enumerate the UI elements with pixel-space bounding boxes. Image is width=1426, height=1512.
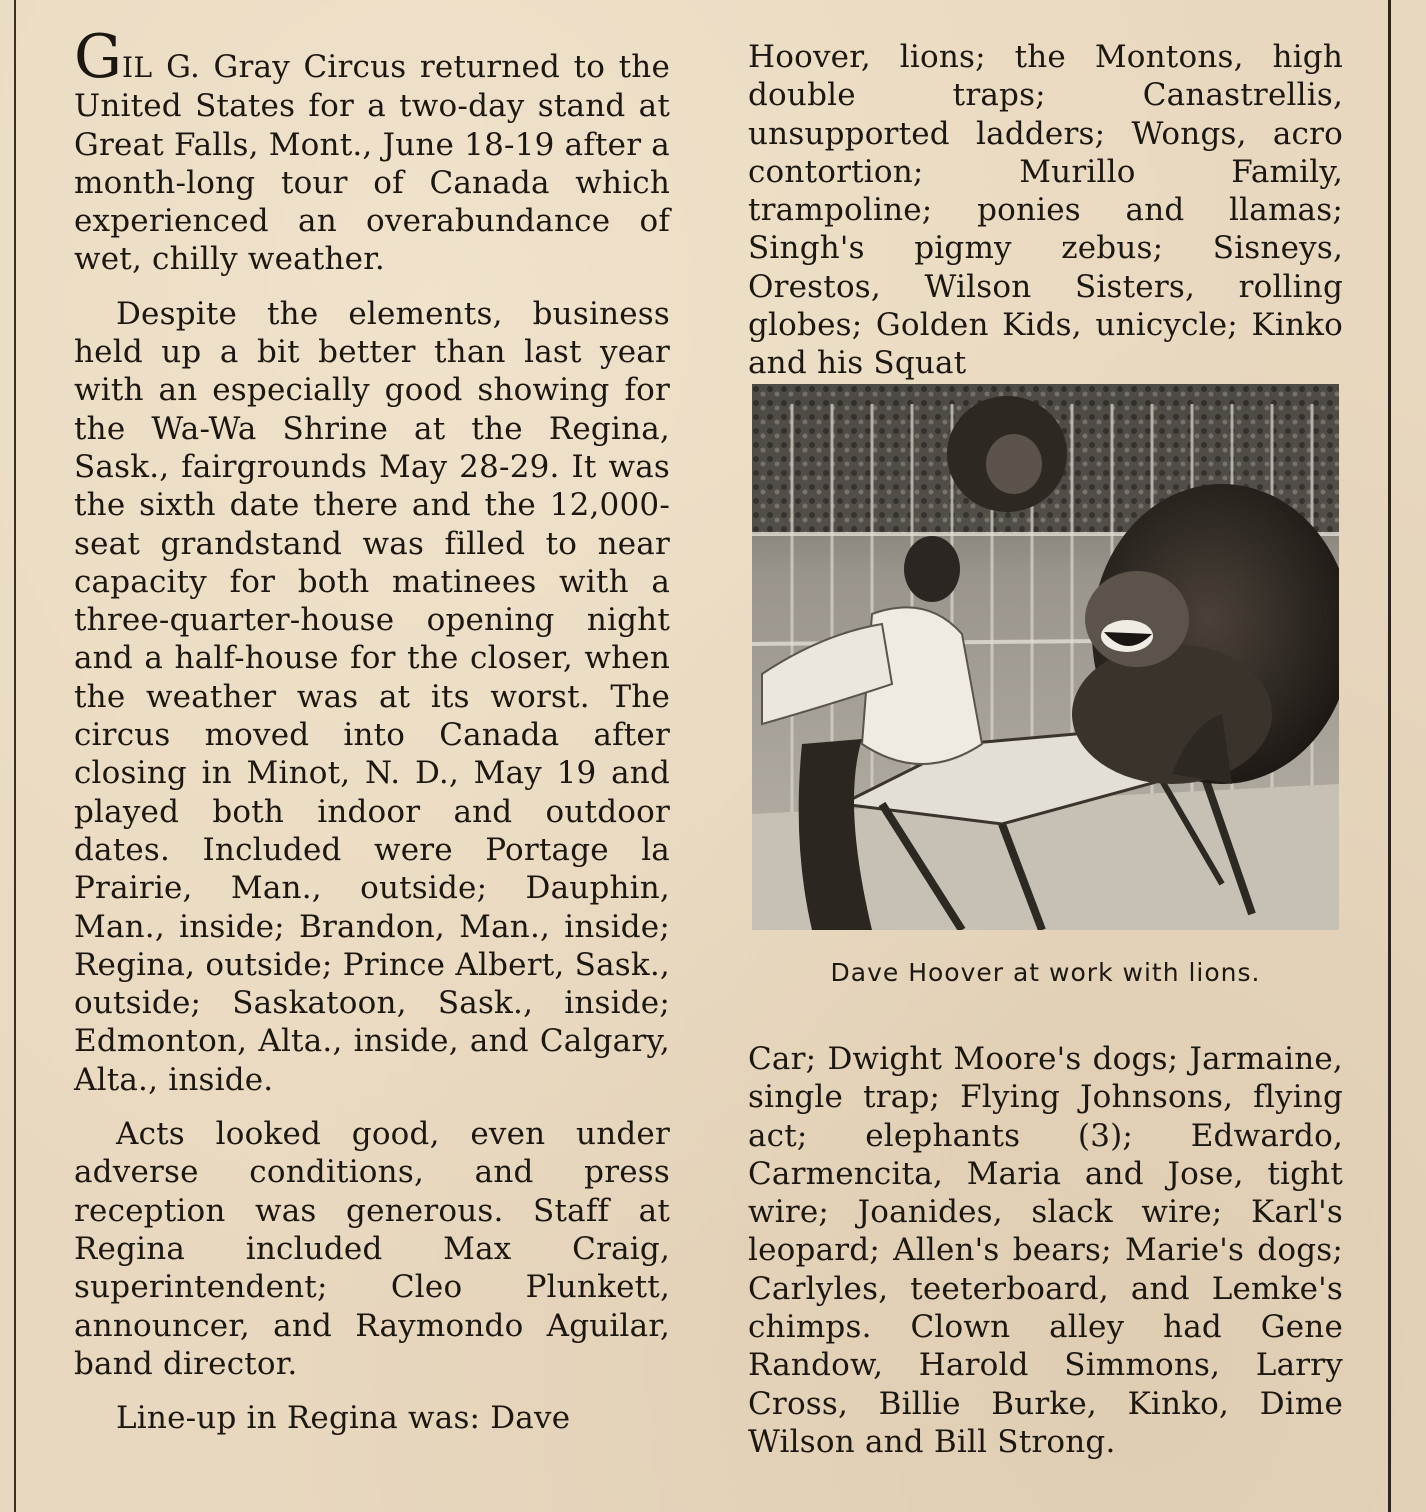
business-paragraph: Despite the elements, business held up a bit better than last year with an especially good showing for the Wa-Wa Shrine at the Regina, Sask., fairgrounds May 28-29. It was the sixth date there and the 12,000-seat grandstand was filled to near capacity for both matinees with a three-quarter-house opening night and a half-house for the closer, when the weather was at its worst. The circus moved into Canada after closing in Minot, N. D., May 19 and played both indoor and outdoor dates. Included were Portage la Prairie, Man., outside; Dauphin, Man., inside; Brandon, Man., inside; Regina, outside; Prince Albert, Sask., outside; Saskatoon, Sask., inside; Edmonton, Alta., inside, and Calgary, Alta., inside. <box>74 295 670 1098</box>
drop-cap: G <box>74 22 122 92</box>
lead-small-caps: IL <box>121 51 153 84</box>
lineup-continued-bottom: Car; Dwight Moore's dogs; Jarmaine, single trap; Flying Johnsons, flying act; elephants (3); Edwardo, Carmencita, Maria and Jose, tight wire; Joanides, slack wire; Karl's leopard; Allen's bears; Marie's dogs; Carlyles, teeterboard, and Lemke's chimps. Clown alley had Gene Randow, Harold Simmons, Larry Cross, Billie Burke, Kinko, Dime Wilson and Bill Strong. <box>748 1041 1343 1460</box>
left-column-rule <box>14 0 16 1512</box>
lineup-paragraph: Line-up in Regina was: Dave <box>116 1400 571 1437</box>
lion-tamer-photo <box>752 384 1339 930</box>
article-right-column-top <box>748 38 1343 383</box>
lead-paragraph <box>74 22 670 279</box>
right-column-rule <box>1388 0 1391 1512</box>
photo-caption: Dave Hoover at work with lions. <box>830 958 1261 987</box>
article-left-column <box>74 22 670 1437</box>
lineup-continued-top: Hoover, lions; the Montons, high double traps; Canastrellis, unsupported ladders; Wongs, acro contortion; Murillo Family, trampoline; ponies and llamas; Singh's pigmy zebus; Sisneys, Orestos, Wilson Sisters, rolling globes; Golden Kids, unicycle; Kinko and his Squat <box>748 39 1343 382</box>
acts-paragraph: Acts looked good, even under adverse conditions, and press reception was generous. Staff at Regina included Max Craig, superintendent; Cleo Plunkett, announcer, and Raymondo Aguilar, band director. <box>74 1116 670 1382</box>
lion-photo-illustration <box>752 384 1339 930</box>
lead-text: G. Gray Circus returned to the United States for a two-day stand at Great Falls, Mont., June 18-19 after a month-long tour of Canada which experienced an overabundance of wet, chilly weather. <box>74 49 670 278</box>
article-right-column-bottom <box>748 1040 1343 1461</box>
